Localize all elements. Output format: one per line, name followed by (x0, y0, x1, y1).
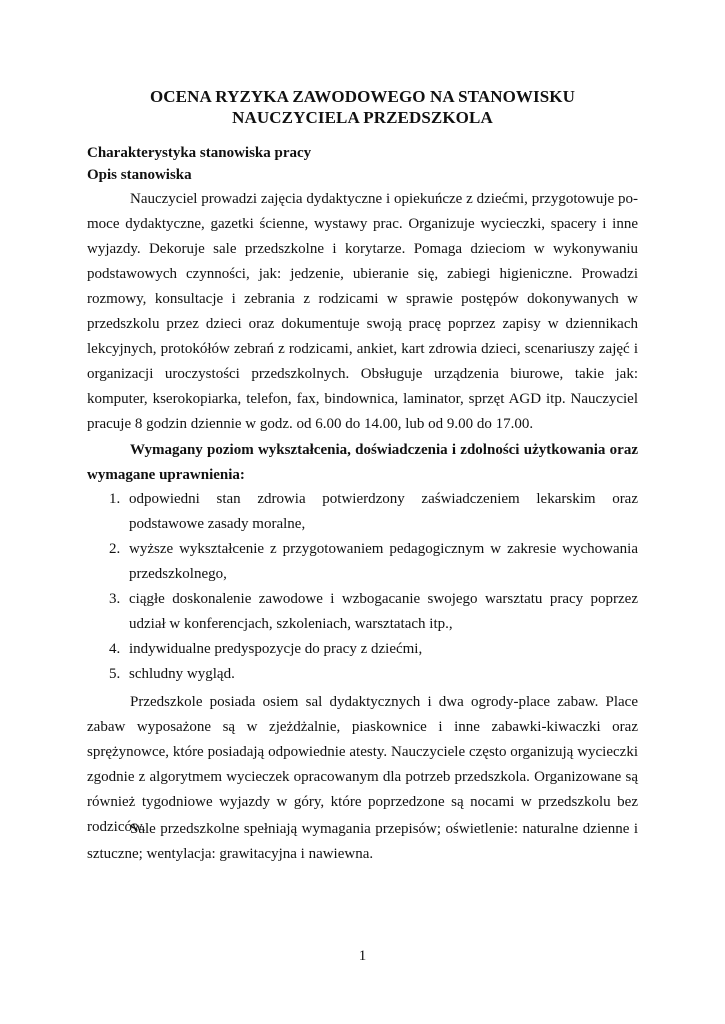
list-item-text: odpowiedni stan zdrowia potwierdzony zaświadczeniem lekarskim oraz podstawowe zasady moralne, (129, 491, 638, 532)
list-item (87, 537, 638, 587)
list-item-number: 5. (109, 666, 121, 682)
section-heading: Charakterystyka stanowiska pracy (87, 145, 312, 161)
list-item-number: 4. (109, 641, 121, 657)
job-description-paragraph: Nauczyciel prowadzi zajęcia dydaktyczne i opiekuńcze z dziećmi, przygotowuje pomoce dydaktyczne, gazetki ścienne, wystawy prac. Organizuje wycieczki, spacery i inne wyjazdy. Dekoruje sale przedszkolne i korytarze. Pomaga dzieciom w wykonywaniu podstawowych czynności, jak: jedzenie, ubieranie się, zabiegi higieniczne. Prowadzi rozmowy, konsultacje i zebrania z rodzicami w sprawie postępów dokonywanych w przedszkolu przez dzieci oraz dokumentuje swoją pracę poprzez zapisy w dziennikach lekcyjnych, protokółów zebrań z rodzicami, ankiet, kart zdrowia dzieci, scenariuszy zajęć i organizacji uroczystości przedszkolnych. Obsługuje urządzenia biurowe, takie jak: komputer, kserokopiarka, telefon, fax, bindownica, laminator, sprzęt AGD itp. Nauczyciel pracuje 8 godzin dziennie w godz. od 6.00 do 14.00, lub od 9.00 do 17.00. (87, 191, 638, 432)
requirements-list (87, 487, 638, 687)
facilities-paragraph: Przedszkole posiada osiem sal dydaktycznych i dwa ogrody-place zabaw. Place zabaw wyposażone są w zjeżdżalnie, piaskownice i inne zabawki-kiwaczki oraz sprężynowce, które posiadają odpowiednie atesty. Nauczyciele często organizują wycieczki zgodnie z algorytmem wycieczek opracowanym dla potrzeb przedszkola. Organizowane są również tygodniowe wyjazdy w góry, które poprzedzone są nocami w przedszkolu bez rodziców. (87, 694, 638, 835)
list-item-text: wyższe wykształcenie z przygotowaniem pedagogicznym w zakresie wychowania przedszkolnego, (129, 541, 638, 582)
list-item-text: ciągłe doskonalenie zawodowe i wzbogacanie swojego warsztatu pracy poprzez udział w konferencjach, szkoleniach, warsztatach itp., (129, 591, 638, 632)
list-item (87, 662, 638, 687)
list-item (87, 587, 638, 637)
document-title-line2: NAUCZYCIELA PRZEDSZKOLA (232, 108, 493, 127)
document-title-line1: OCENA RYZYKA ZAWODOWEGO NA STANOWISKU (149, 87, 576, 106)
requirements-heading: Wymagany poziom wykształcenia, doświadczenia i zdolności użytkowania oraz wymagane uprawnienia: (87, 442, 638, 483)
page-number: 1 (358, 948, 367, 964)
list-item-number: 1. (109, 491, 121, 507)
subsection-heading: Opis stanowiska (87, 167, 192, 183)
rooms-paragraph: Sale przedszkolne spełniają wymagania przepisów; oświetlenie: naturalne dzienne i sztuczne; wentylacja: grawitacyjna i nawiewna. (87, 821, 638, 862)
list-item-text: schludny wygląd. (129, 666, 235, 682)
list-item-text: indywidualne predyspozycje do pracy z dziećmi, (129, 641, 423, 657)
list-item (87, 487, 638, 537)
list-item (87, 637, 638, 662)
list-item-number: 2. (109, 541, 121, 557)
list-item-number: 3. (109, 591, 121, 607)
